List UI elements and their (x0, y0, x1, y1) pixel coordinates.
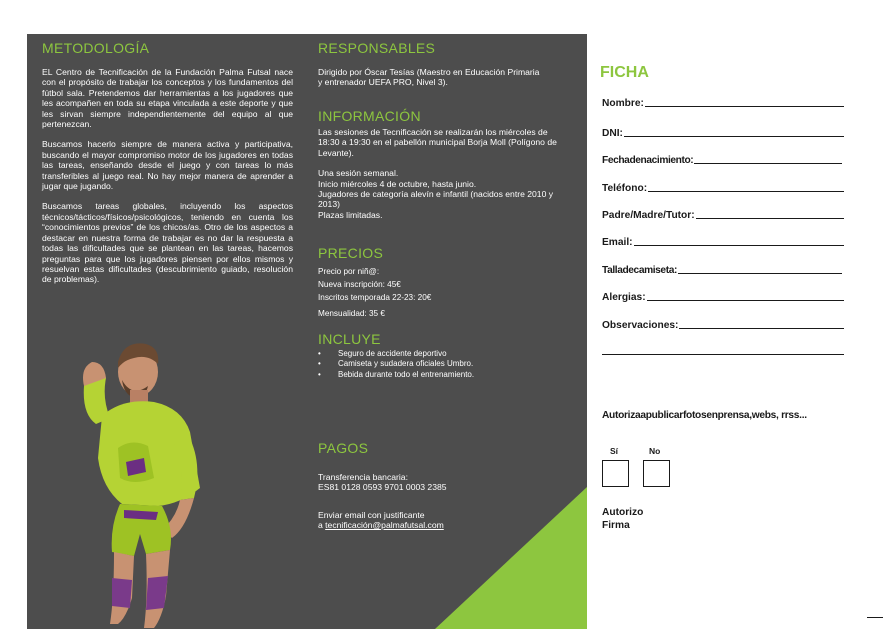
incluye-title: INCLUYE (318, 331, 381, 347)
autorizo-label: Autorizo (602, 507, 644, 518)
field-label: Observaciones: (602, 320, 679, 331)
authorize-question: Autorizaapublicarfotosenprensa,webs, rrss... (602, 410, 807, 421)
no-label: No (649, 446, 661, 456)
pagos-email-prefix: a (318, 520, 326, 531)
field-line[interactable] (645, 106, 844, 107)
no-checkbox[interactable] (643, 460, 670, 487)
precio-line-3: Inscritos temporada 22-23: 20€ (318, 293, 432, 302)
field-line[interactable] (634, 245, 844, 246)
pagos-email-line (318, 520, 518, 530)
pagos-email-label: Enviar email con justificante (318, 509, 425, 520)
informacion-title: INFORMACIÓN (318, 108, 421, 124)
precios-title: PRECIOS (318, 245, 384, 261)
metodologia-text (42, 67, 293, 285)
field-observaciones[interactable] (602, 317, 844, 331)
informacion-line-3: Jugadores de categoría alevín e infantil (nacidos entre 2010 y 2013) (318, 189, 554, 210)
informacion-text (318, 127, 564, 220)
ficha-title: FICHA (600, 64, 649, 81)
firma-label: Firma (602, 520, 630, 531)
field-nombre[interactable] (602, 95, 844, 109)
field-line[interactable] (678, 273, 842, 274)
field-label: DNI: (602, 128, 623, 139)
field-tutor[interactable] (602, 207, 844, 221)
observaciones-extra-line[interactable] (602, 354, 844, 355)
incluye-item: • Bebida durante todo el entrenamiento. (316, 370, 556, 380)
informacion-line-2: Inicio miércoles 4 de octubre, hasta junio. (318, 178, 477, 189)
field-label: Email: (602, 237, 633, 248)
precio-line-4: Mensualidad: 35 € (318, 309, 385, 318)
field-line[interactable] (624, 136, 844, 137)
pagos-title: PAGOS (318, 440, 369, 456)
field-line[interactable] (694, 163, 842, 164)
field-label: Talladecamiseta: (602, 265, 677, 276)
yes-label: Sí (610, 446, 619, 456)
metodologia-paragraph-2: Buscamos hacerlo siempre de manera activa y participativa, buscando el mayor compromiso motor de los jugadores en todas las tareas, enseñando desde el juego y con tareas lo más transferibles al juego real. No hay mejor manera de aprender a jugar que jugando. (42, 139, 293, 192)
informacion-paragraph: Las sesiones de Tecnificación se realizarán los miércoles de 18:30 a 19:30 en el pabellón municipal Borja Moll (Polígono de Levante). (318, 127, 557, 158)
pagos-text (318, 472, 518, 531)
field-email[interactable] (602, 234, 844, 248)
precio-line-1: Precio por niñ@: (318, 267, 380, 276)
incluye-item: • Camiseta y sudadera oficiales Umbro. (316, 359, 556, 369)
field-line[interactable] (696, 218, 844, 219)
precios-text (318, 265, 538, 320)
pagos-transfer-label: Transferencia bancaria: (318, 472, 408, 482)
page-corner-mark (867, 617, 883, 618)
informacion-line-1: Una sesión semanal. (318, 168, 399, 179)
player-photo (62, 328, 222, 628)
incluye-list (316, 349, 556, 380)
field-line[interactable] (679, 328, 844, 329)
metodologia-paragraph-1: EL Centro de Tecnificación de la Fundación Palma Futsal nace con el propósito de trabajar los conceptos y los fundamentos del fútbol sala. Pretendemos dar herramientas a los jugadores que les acompañen en toda su etapa vinculada a este deporte y que les sirvan siempre independientemente del equipo al que pertenezcan. (42, 67, 293, 130)
informacion-line-4: Plazas limitadas. (318, 209, 383, 220)
field-dni[interactable] (602, 125, 844, 139)
field-label: Nombre: (602, 98, 644, 109)
responsables-title: RESPONSABLES (318, 40, 436, 56)
field-line[interactable] (647, 300, 844, 301)
precio-line-2: Nueva inscripción: 45€ (318, 280, 401, 289)
pagos-email-link[interactable]: tecnificación@palmafutsal.com (325, 520, 444, 531)
signature-block (602, 506, 643, 532)
field-talla-camiseta[interactable] (602, 262, 842, 276)
incluye-item: • Seguro de accidente deportivo (316, 349, 556, 359)
metodologia-paragraph-3: Buscamos tareas globales, incluyendo los aspectos técnicos/tácticos/físicos/psicológicos, teniendo en cuenta los “conocimientos previos” de los chicos/as. Otro de los aspectos a destacar en nuestra forma de trabajar es no dar la respuesta a todas las dificultades que se plantean en las tareas, hacemos preguntas para que los jugadores piensen por ellos mismos y resuelvan estas dificultades (descubrimiento guiado, resolución de problemas). (42, 201, 293, 285)
field-fecha-nacimiento[interactable] (602, 152, 842, 166)
responsables-text: Dirigido por Óscar Tesías (Maestro en Educación Primaria y entrenador UEFA PRO, Nivel 3). (318, 67, 540, 88)
field-label: Padre/Madre/Tutor: (602, 210, 695, 221)
pagos-iban: ES81 0128 0593 9701 0003 2385 (318, 482, 447, 493)
field-line[interactable] (648, 191, 844, 192)
field-telefono[interactable] (602, 180, 844, 194)
field-label: Teléfono: (602, 183, 648, 194)
metodologia-title: METODOLOGÍA (42, 40, 150, 56)
field-alergias[interactable] (602, 289, 844, 303)
yes-checkbox[interactable] (602, 460, 629, 487)
field-label: Fechadenacimiento: (602, 155, 694, 166)
field-label: Alergias: (602, 292, 646, 303)
